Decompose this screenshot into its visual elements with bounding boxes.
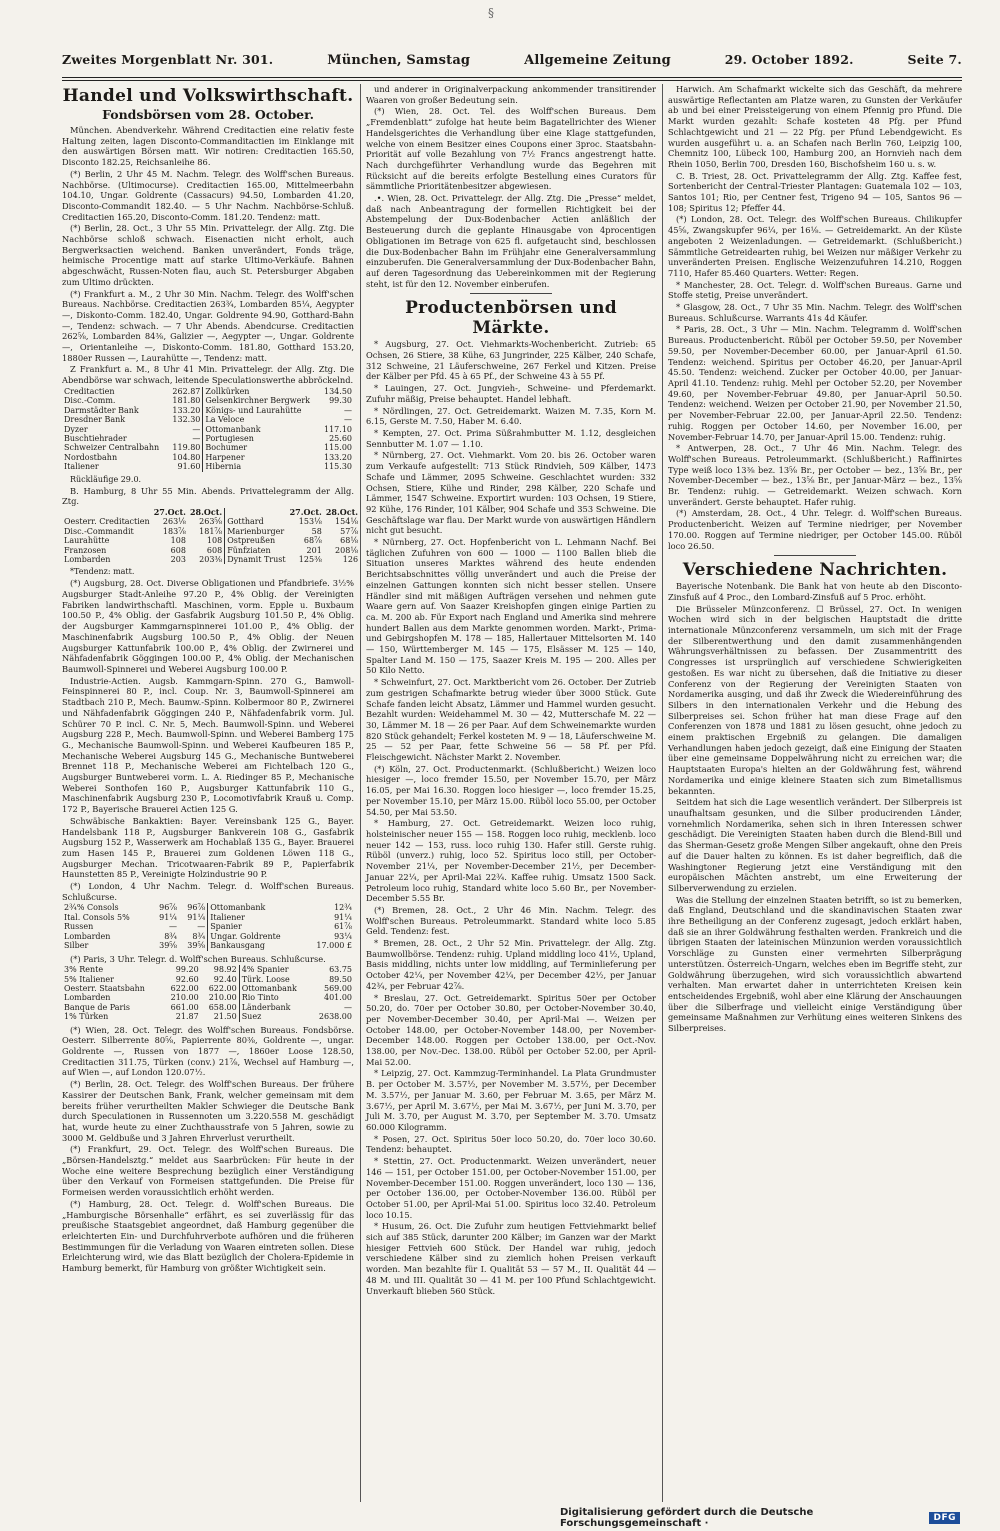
table-row (62, 443, 354, 452)
table-cell: Marienburger (225, 527, 288, 536)
article-paragraph: (*) Bremen, 28. Oct., 2 Uhr 46 Min. Nachm. Telegr. des Wolff'schen Bureaus. Petroleummarkt. Standard white loco 5.85 Geld. Tendenz: fest. (366, 904, 656, 937)
dfg-logo: DFG (929, 1512, 960, 1524)
table-cell: Gotthard (225, 517, 288, 526)
article-block (668, 84, 962, 551)
article-paragraph: (*) Hamburg, 28. Oct. Telegr. d. Wolff'schen Bureaus. Die „Hamburgische Börsenhalle“ erfährt, es sei zuverlässig für das preußische Staatsgebiet angeordnet, daß Hamburg gegenüber die erleichterten Ein- und Durchfuhrverbote aufhören und die früheren Bestimmungen für die Verladung von Waaren eintreten sollen. Diese Erleichterung wird, wie das Blatt bezüglich der Cholera-Epidemie in Hamburg bemerkt, für Hamburg von größter Wichtigkeit sein. (62, 1198, 354, 1274)
column-2 (366, 84, 656, 1502)
table-cell: Buschtiehrader (64, 433, 127, 443)
article-block (366, 339, 656, 1296)
table-cell: Ostpreußen (225, 536, 288, 545)
article-block (62, 954, 354, 965)
table-cell: 63.75 (329, 965, 352, 975)
article-paragraph: * Glasgow, 28. Oct., 7 Uhr 35 Min. Nachm. Telegr. des Wolff'schen Bureaus. Schlußcurse. Warrants 41s 4d Käufer. (668, 302, 962, 323)
table-cell: Zollkürken (203, 387, 320, 396)
table-cell: Königs- und Laurahütte (203, 406, 320, 415)
table-cell: Rio Tinto (239, 993, 310, 1002)
table-cell: 28.Oct. (325, 506, 359, 517)
table-cell: — (344, 1002, 352, 1012)
table-note: *Tendenz: matt. (70, 567, 135, 577)
article-paragraph: * Lauingen, 27. Oct. Jungvieh-, Schweine- und Pferdemarkt. Zufuhr mäßig, Preise behauptet. Handel lebhaft. (366, 383, 656, 404)
table-cell: Lombarden (64, 554, 111, 564)
table-cell: Bochumer (203, 443, 320, 452)
table-cell: 115.00 (324, 443, 352, 453)
article-paragraph: * Paris, 28. Oct., 3 Uhr — Min. Nachm. Telegramm d. Wolff'schen Bureaus. Productenbericht. Rüböl per October 59.50, per November 59.50, per November-December 60.00, per Januar-April 61.50. Tendenz: weichend. Spiritus per October 46.20, per Januar-April 45.50. Tendenz: weichend. Zucker per October 40.00, per Januar-April 41.10. Tendenz: ruhig. Mehl per October 52.20, per November 49.60, per November-Februar 49.80, per Januar-April 50.50. Tendenz: weichend. Weizen per October 21.90, per November 21.50, per November-Februar 22.00, per Januar-April 22.50. Tendenz: ruhig. Roggen per October 14.60, per November 16.00, per November-Februar 14.70, per Januar-April 15.00. Tendenz: ruhig. (668, 324, 962, 442)
table-row (62, 536, 360, 545)
article-paragraph: * Antwerpen, 28. Oct., 7 Uhr 46 Min. Nachm. Telegr. des Wolff'schen Bureaus. Petroleummarkt. (Schlußbericht.) Raffinirtes Type weiß loco 13⅜ bez. 13⅝ Br., per October — bez., 13⅝ Br., per November-December — bez., 13⅝ Br., per Januar-März — bez., 13⅝ Br. Tendenz: ruhig. — Getreidemarkt. Weizen schwach. Korn unverändert. Gerste behauptet. Hafer ruhig. (668, 443, 962, 507)
article-paragraph: * Augsburg, 27. Oct. Viehmarkts-Wochenbericht. Zutrieb: 65 Ochsen, 26 Stiere, 38 Kühe, 63 Jungrinder, 225 Kälber, 240 Schafe, 312 Schweine, 21 Läuferschweine, 267 Ferkel und Kitzen. Preise der Kälber per Pfd. 45 à 65 Pf., der Schweine 43 à 55 Pf. (366, 339, 656, 382)
table-cell: 401.00 (324, 993, 352, 1003)
article-paragraph: .•. Wien, 28. Oct. Privattelegr. der Allg. Ztg. Die „Presse“ meldet, daß nach Anbeantragung der formellen Richtigkeit bei der Abstempelung der Dux-Bodenbacher Actien anläßlich der Besteuerung durch die geplante Hinausgabe von 4procentigen Obligationen im Betrage von 625 fl. aufgetaucht sind, beschlossen die Dux-Bodenbacher Bahn im Frühjahr eine Generalversammlung einzuberufen. Die Generalversammlung der Dux-Bodenbacher Bahn, auf deren Tagesordnung das Uebereinkommen mit der Regierung steht, ist für den 12. November einberufen. (366, 193, 656, 289)
edition-label: Zweites Morgenblatt Nr. 301. (62, 52, 274, 67)
table-cell: Schweizer Centralbahn (64, 443, 160, 453)
issue-date: 29. October 1892. (724, 52, 854, 67)
article-paragraph: (*) Frankfurt a. M., 2 Uhr 30 Min. Nachm. Telegr. des Wolff'schen Bureaus. Nachbörse. Creditactien 263¾, Lombarden 85¼, Aegypter —, Diskonto-Comm. 182.40, Ungar. Goldrente 94.90, Gotthard-Bahn —, Tendenz: schwach. — 7 Uhr Abends. Abendcurse. Creditactien 262⅝, Lombarden 84⅜, Galizier —, Aegypter —, Ungar. Goldrente —, Orientanleihe —, Diskonto-Comm. 181.80, Gotthard 153.20, 1880er Russen —, Laurahütte —, Tendenz: matt. (62, 288, 354, 363)
column-3 (668, 84, 962, 1502)
table-cell: 8¾ (164, 931, 178, 941)
article-paragraph: und anderer in Originalverpackung ankommender transitirender Waaren von großer Bedeutung sein. (366, 84, 656, 105)
table-row (62, 434, 354, 443)
table-cell: 125⅜ (298, 554, 322, 564)
table-cell: 28.Oct. (189, 506, 223, 517)
article-paragraph: * Posen, 27. Oct. Spiritus 50er loco 50.20, do. 70er loco 30.60. Tendenz: behauptet. (366, 1133, 656, 1155)
article-paragraph: Harwich. Am Schafmarkt wickelte sich das Geschäft, da mehrere auswärtige Reflectanten am Platze waren, zu Gunsten der Verkäufer ab und bei einer Preissteigerung von einem Pfennig pro Pfund. Die Markt wurden gezahlt: Schafe kosteten 48 Pfg. per Pfund Schlachtgewicht und 21 — 22 Pfg. per Pfund Lebendgewicht. Es wurden ausgeführt u. a. an Schafen nach Berlin 760, Leipzig 100, Chemnitz 100, Lübeck 100, Hamburg 200, an Hornvieh nach dem Rhein 1050, Berlin 700, Dresden 160, Bischofsheim 160 u. s. w. (668, 84, 962, 169)
table-row (62, 517, 360, 526)
article-paragraph: * Breslau, 27. Oct. Getreidemarkt. Spiritus 50er per October 50.20, do. 70er per October 30.80, per October-November 30.40, per November-December 30.40, per April-Mai —. Weizen per October 148.00, per October-November 148.00, per November-December 148.00. Roggen per October 138.00, per Oct.-Nov. 138.00, per Nov.-Dec. 138.00. Rüböl per October 52.00, per April-Mai 52.00. (366, 992, 656, 1067)
table-cell: 96⅞ (187, 903, 206, 913)
table-cell: Gelsenkirchner Bergwerk (203, 396, 320, 405)
header-rule-2 (62, 80, 962, 81)
table-cell: Länderbank (239, 1003, 310, 1012)
price-table (62, 903, 354, 950)
article-paragraph: (*) Frankfurt, 29. Oct. Telegr. des Wolff'schen Bureaus. Die „Börsen-Handelsztg.“ meldet aus Saarbrücken: Für heute in der Woche eine weitere Besprechung bezüglich einer Verständigung über den Verkauf von Formeisen stattgefunden. Die Preise für Formeisen werden voraussichtlich erhöht werden. (62, 1144, 354, 1198)
table-cell: 133.20 (324, 452, 352, 462)
table-row (62, 406, 354, 415)
price-table (62, 508, 360, 564)
article-paragraph: * Hamburg, 27. Oct. Getreidemarkt. Weizen loco ruhig, holsteinischer neuer 155 — 158. Roggen loco ruhig, mecklenb. loco neuer 142 — 153, russ. loco ruhig 130. Hafer still. Gerste ruhig. Rüböl (unverz.) ruhig, loco 52. Spiritus loco still, per October-November 21¼, per November-December 21½, per December-Januar 22¼, per April-Mai 22¾. Kaffee ruhig. Umsatz 1500 Sack. Petroleum loco ruhig, Standard white loco 5.60 Br., per November-December 5.55 Br. (366, 818, 656, 904)
table-cell: 68⅛ (340, 536, 359, 546)
table-cell: 608 (206, 545, 223, 555)
article-block (62, 578, 354, 880)
column-1 (62, 84, 359, 1502)
table-cell: 21.87 (175, 1012, 199, 1022)
table-cell: Nordostbahn (64, 452, 118, 462)
table-cell: Darmstädter Bank (64, 405, 139, 415)
table-cell: 108 (170, 536, 186, 546)
article-paragraph: Was die Stellung der einzelnen Staaten betrifft, so ist zu bemerken, daß England, Deutschland und die skandinavischen Staaten zwar ihre Betheiligung an der Conferenz zugesagt, jedoch erklärt haben, daß sie an ihrer Goldwährung festhalten werden. Frankreich und die übrigen Staaten der lateinischen Münzunion werden voraussichtlich Vorschläge zu Gunsten einer vermehrten Silberprägung unterstützen. Österreich-Ungarn, welches eben im Begriffe steht, zur Goldwährung überzugehen, wird sich voraussichtlich abwartend verhalten. Man erwartet daher in unterrichteten Kreisen kein entscheidendes Ergebniß, wohl aber eine Klärung der Anschauungen über die Silberfrage und vielleicht einige Verständigung über gemeinsame Maßnahmen zur Verhütung eines weiteren Sinkens des Silberpreises. (668, 894, 962, 1034)
table-row (62, 425, 354, 434)
table-header-row (62, 508, 360, 517)
article-paragraph: (*) London, 4 Uhr Nachm. Telegr. d. Wolff'schen Bureaus. Schlußcurse. (62, 881, 354, 902)
section-title: Verschiedene Nachrichten. (682, 560, 948, 581)
table-cell: 622.00 (208, 984, 237, 994)
table-cell: 208⅛ (335, 545, 359, 555)
table-cell: Harpener (203, 453, 320, 462)
table-cell: Franzosen (64, 545, 107, 555)
table-cell: 133.20 (172, 405, 201, 415)
table-cell: 8¾ (192, 931, 206, 941)
table-cell: Spanier (208, 922, 304, 931)
article-paragraph: (*) Paris, 3 Uhr. Telegr. d. Wolff'schen Bureaus. Schlußcurse. (70, 953, 326, 964)
table-row (62, 984, 354, 993)
article-paragraph: * Husum, 26. Oct. Die Zufuhr zum heutigen Fettviehmarkt belief sich auf 385 Stück, darunter 200 Kälber; im Ganzen war der Markt hiesiger Fettvieh 600 Stück. Der Handel war ruhig, jedoch verschiedene Kälber sind zu ziemlich hohen Preisen verkauft worden. Man bezahlte für I. Qualität 53 — 57 M., II. Qualität 44 — 48 M. und III. Qualität 30 — 41 M. per 100 Pfund Schlachtgewicht. Unverkauft blieben 560 Stück. (366, 1221, 656, 1296)
table-cell: 201 (306, 545, 322, 555)
table-cell: 21.50 (213, 1012, 237, 1022)
table-row (62, 527, 360, 536)
table-cell: 93¼ (334, 931, 352, 941)
article-paragraph: (*) Wien, 28. Oct. Telegr. des Wolff'schen Bureaus. Fondsbörse. Oesterr. Silberrente 80⅝, Papierrente 80⅜, Goldrente —, ungar. Goldrente —, Russen von 1877 —, 1860er Loose 128.50, Creditactien 311.75, Türken (conv.) 21⅞, Wechsel auf Hamburg —, auf Wien —, auf London 120.07½. (62, 1024, 354, 1078)
place-day: München, Samstag (327, 53, 471, 68)
table-row (62, 1012, 354, 1021)
table-cell: 608 (170, 545, 186, 555)
article-paragraph: Schwäbische Bankaktien: Bayer. Vereinsbank 125 G., Bayer. Handelsbank 118 P., Augsburger Bankverein 108 G., Gasfabrik Augsburg 152 P., Wasserwerk am Hochablaß 135 G., Bayer. Brauerei zum Hasen 145 P., Brauerei zum Goldenen Löwen 118 G., Augsburger Mechan. Tricotwaaren-Fabrik 89 P., Papierfabrik Haunstetten 85 P., Vereinigte Holzindustrie 90 P. (62, 815, 354, 880)
table-cell: 115.30 (324, 462, 352, 472)
article-paragraph: Bayerische Notenbank. Die Bank hat von heute ab den Disconto-Zinsfuß auf 4 Proc., den Lombard-Zinsfuß auf 5 Proc. erhöht. (668, 581, 962, 602)
table-cell (62, 508, 152, 517)
table-cell: 658.00 (208, 1002, 237, 1012)
table-row (62, 993, 354, 1002)
table-cell: 91¼ (334, 912, 352, 922)
table-cell: 108 (206, 536, 223, 546)
table-cell: — (344, 405, 352, 415)
table-cell: Lombarden (64, 993, 111, 1003)
section-rule (470, 293, 551, 294)
article-paragraph: * Stettin, 27. Oct. Productenmarkt. Weizen unverändert, neuer 146 — 151, per October 151.00, per October-November 151.00, per November-December 151.00. Roggen unverändert, loco 130 — 136, per October 136.00, per October-November 136.00. Rüböl per October 51.00, per April-Mai 51.00. Spiritus loco 32.40. Petroleum loco 10.15. (366, 1156, 656, 1220)
table-cell: Creditactien (64, 386, 115, 396)
table-cell: — (197, 922, 206, 932)
table-cell: Oesterr. Creditactien (64, 517, 150, 527)
table-row (62, 922, 354, 931)
table-cell: 27.Oct. (153, 506, 186, 517)
table-cell: 126 (342, 554, 359, 564)
digitization-footer (560, 1507, 960, 1529)
article-paragraph: (*) Augsburg, 28. Oct. Diverse Obligationen und Pfandbriefe. 3½% Augsburger Stadt-Anleihe 97.20 P., 4% Oblig. der Vereinigten Fabriken landwirthschaftl. Maschinen, vorm. Epple u. Buxbaum 100.50 P., 4% Oblig. der Gasfabrik Augsburg 101.50 P., 4% Oblig. der Augsburger Kammgarnspinnerei 101.00 P., 4% Oblig. der Maschinenfabrik Augsburg 100.50 P., 4% Oblig. der Neuen Augsburger Kattunfabrik 100.00 P., 4% Oblig. der Zwirnerei und Nähfadenfabrik Göggingen 100.00 P., 4% Oblig. der Mechanischen Baumwoll-Spinnerei und Weberei Augsburg 100.00 P. (62, 578, 354, 674)
table-cell: 153⅛ (298, 517, 322, 527)
article-paragraph: (*) London, 28. Oct. Telegr. des Wolff'schen Bureaus. Chilikupfer 45⅝, Zwangskupfer 96¼, per 16⅛. — Getreidemarkt. An der Küste angeboten 2 Weizenladungen. — Getreidemarkt. (Schlußbericht.) Sämmtliche Getreidearten ruhig, bei Weizen nur mäßiger Verkehr zu unveränderten Preisen. Englische Weizenzufuhren 14.210, Roggen 7110, Hafer 85.460 Quarters. Wetter: Regen. (668, 214, 962, 278)
article-paragraph: (*) Wien, 28. Oct. Tel. des Wolff'schen Bureaus. Dem „Fremdenblatt“ zufolge hat heute beim Bagatellrichter des Wiener Handelsgerichtes die Verhandlung über eine Klage stattgefunden, welche von einem Besitzer eines Coupons einer 3proc. Staatsbahn-Priorität auf volle Bezahlung von 7½ Francs angestrengt hatte. Nach durchgeführter Verhandlung wurde das Begehren mit Rücksicht auf die bereits erfolgte Bestellung eines Curators für sämmtliche Prioritätenbesitzer abgewiesen. (366, 106, 656, 192)
page-mark: § (488, 6, 494, 20)
article-block (62, 1025, 354, 1274)
table-cell: Ital. Consols 5% (64, 912, 130, 922)
table-cell: 58 (311, 526, 322, 536)
table-cell: Banque de Paris (64, 1002, 131, 1012)
table-cell (225, 508, 288, 517)
article-paragraph: Industrie-Actien. Augsb. Kammgarn-Spinn. 270 G., Bamwoll-Feinspinnerei 80 P., incl. Coup. Nr. 3, Baumwoll-Spinnerei am Stadtbach 210 P., Mech. Baumw.-Spinn. Kolbermoor 80 P., Zwirnerei und Nähfadenfabrik Göggingen 240 P., Nähfadenfabrik vorm. Jul. Schürer 70 P. incl. C. Nr. 5, Mech. Baumwoll-Spinn. und Weberei Augsburg 228 P., Mech. Baumwoll-Spinn. und Weberei Bamberg 175 G., Mechanische Baumwoll-Spinn. und Weberei Kaufbeuren 185 P., Mechanische Weberei Augsburg 145 G., Mechanische Buntweberei Brennet 118 P., Mechanische Weberei am Fichtelbach 120 G., Augsburger Buntweberei vorm. L. A. Riedinger 85 P., Mechanische Weberei Sonthofen 160 P., Augsburger Kattunfabrik 110 G., Maschinenfabrik Augsburg 230 P., Locomotivfabrik Krauß u. Comp. 172 P., Bayerische Brauerei Actien 125 G. (62, 675, 354, 815)
table-note: Rückläufige 29.0. (70, 474, 142, 484)
table-cell: 92.60 (175, 974, 199, 984)
table-cell: 263⅝ (199, 517, 223, 527)
table-cell: Ottomanbank (239, 984, 310, 993)
article-paragraph: B. Hamburg, 8 Uhr 55 Min. Abends. Privattelegramm der Allg. Ztg. (62, 485, 354, 507)
table-cell: 2¾% Consols (64, 903, 119, 913)
table-row (62, 1003, 354, 1012)
article-paragraph: Z Frankfurt a. M., 8 Uhr 41 Min. Privattelegr. der Allg. Ztg. Die Abendbörse war schwach, leitende Speculationswerthe abbröckelnd. (62, 364, 354, 386)
table-cell: Bankausgang (208, 941, 304, 950)
newspaper-title: Allgemeine Zeitung (524, 53, 671, 68)
table-cell: — (192, 424, 201, 434)
table-cell: 203⅜ (199, 554, 223, 564)
table-cell: 89.50 (329, 974, 352, 984)
article-paragraph: * Bremen, 28. Oct., 2 Uhr 52 Min. Privattelegr. der Allg. Ztg. Baumwollbörse. Tendenz: ruhig. Upland middling loco 41½, Upland, Basis middling, nichts unter low middling, auf Terminlieferung per October 42¼, per November 42¼, per December 42½, per Januar 42¾, per Februar 42⅞. (366, 938, 656, 991)
table-row (62, 453, 354, 462)
table-cell: Portugiesen (203, 434, 320, 443)
table-cell: 17.000 £ (316, 941, 352, 951)
table-cell: 91.60 (177, 462, 201, 472)
table-cell: Hibernia (203, 462, 320, 471)
article-block (668, 581, 962, 1034)
table-cell: 92.40 (213, 974, 237, 984)
table-cell: Lombarden (64, 931, 111, 941)
table-row (62, 387, 354, 396)
table-row (62, 462, 354, 471)
article-paragraph: Die Brüsseler Münzconferenz. ☐ Brüssel, 27. Oct. In wenigen Wochen wird sich in der belgischen Hauptstadt die dritte internationale Münzconferenz versammeln, um sich mit der Frage der Silberentwerthung und den damit zusammenhängenden Währungsverhältnissen zu befassen. Der Zusammentritt des Congresses ist ursprünglich auf verschiedene Schwierigkeiten gestoßen. Es war nicht zu übersehen, daß die Initiative zu dieser Conferenz von der Regierung der Vereinigten Staaten von Nordamerika ausging, und daß ihr Zweck die Wiedereinführung des Silbers in den internationalen Verkehr und die Hebung des Silberpreises sei. Schon früher hat man diese Frage auf den Conferenzen von 1878 und 1881 zu lösen gesucht, ohne jedoch zu einem praktischen Ergebniß zu gelangen. Die damaligen Verhandlungen haben jedoch gezeigt, daß eine Einigung der Staaten über eine gemeinsame Doppelwährung nicht zu erreichen war; die Hauptstaaten Europa's hielten an der Goldwährung fest, während Nordamerika und einige kleinere Staaten sich zum Bimetallismus bekannten. (668, 603, 962, 796)
article-block (62, 486, 354, 507)
table-cell: Ottomanbank (208, 903, 304, 912)
table-cell: 263⅛ (162, 517, 186, 527)
table-cell: Silber (64, 941, 89, 951)
article-paragraph: * Nördlingen, 27. Oct. Getreidemarkt. Waizen M. 7.35, Korn M. 6.15, Gerste M. 7.50, Haber M. 6.40. (366, 405, 656, 427)
table-cell: 96⅞ (159, 903, 178, 913)
article-paragraph: C. B. Triest, 28. Oct. Privattelegramm der Allg. Ztg. Kaffee fest, Sortenbericht der Central-Triester Plantagen: Guatemala 102 — 103, Santos 101; Rio, per Centner fest, Trigeno 94 — 105, Santos 96 — 108; Spiritus 12; Pfeffer 44. (668, 170, 962, 213)
table-cell: 27.Oct. (289, 506, 322, 517)
article-paragraph: * Nürnberg, 27. Oct. Hopfenbericht von L. Lehmann Nachf. Bei täglichen Zufuhren von 600 — 1000 — 1100 Ballen blieb die Situation unseres Marktes während des heute endenden Berichtsabschnittes völlig unverändert und auch die Preise der einzelnen Gattungen konnten sich nicht besser stellen. Unsere Händler sind mit mäßigen Aufträgen versehen und nehmen gute Waare gern auf. Von Saazer Kreishopfen gingen einige Partien zu ca. M. 200 ab. Für Export nach England und Amerika sind mehrere hundert Ballen aus dem Markte genommen worden. Markt-, Prima- und Gebirgshopfen M. 178 — 185, Hallertauer Mittelsorten M. 140 — 150, Württemberger M. 145 — 175, Elsässer M. 125 — 140, Spalter Land M. 150 — 175, Saazer Kreis M. 195 — 200. Alles per 50 Kilo Netto. (366, 537, 656, 676)
table-cell: Laurahütte (64, 536, 110, 546)
table-row (62, 415, 354, 424)
table-cell: 39⅝ (159, 941, 178, 951)
table-cell: 661.00 (170, 1002, 199, 1012)
table-cell: — (169, 922, 178, 932)
table-cell: 68⅞ (303, 536, 322, 546)
article-paragraph: (*) Berlin, 2 Uhr 45 M. Nachm. Telegr. des Wolff'schen Bureaus. Nachbörse. (Ultimocurse). Creditactien 165.00, Mittelmeerbahn 104.10, Ungar. Goldrente (Cassacurs) 94.50, Lombarden 41.20, Disconto-Commandit 182.40. — 5 Uhr Nachm. Nachbörse-Schluß. Creditactien 165.20, Disconto-Comm. 181.20. Tendenz: matt. (62, 168, 354, 222)
table-cell: 4% Spanier (239, 965, 310, 974)
table-cell: La Veloce (203, 415, 320, 424)
article-paragraph: * Leipzig, 27. Oct. Kammzug-Terminhandel. La Plata Grundmuster B. per October M. 3.57½, per November M. 3.57½, per December M. 3.57½, per Januar M. 3.60, per Februar M. 3.65, per März M. 3.67½, per April M. 3.67½, per Mai M. 3.67½, per Juni M. 3.70, per Juli M. 3.70, per August M. 3.70, per September M. 3.70. Umsatz 60.000 Kilogramm. (366, 1068, 656, 1132)
footer-text: Digitalisierung gefördert durch die Deutsche Forschungsgemeinschaft · (560, 1507, 814, 1529)
table-cell: 61⅞ (334, 922, 352, 932)
table-row (62, 975, 354, 984)
table-cell: 99.30 (329, 396, 352, 406)
article-paragraph: München. Abendverkehr. Während Creditactien eine relativ feste Haltung zeiten, lagen Disconto-Commanditactien im Einklange mit den auswärtigen Börsen matt. Wir notiren: Creditactien 165.50, Disconto 182.25, Reichsanleihe 86. (62, 125, 354, 168)
table-cell: 3% Rente (64, 965, 104, 975)
table-cell: Dresdner Bank (64, 415, 126, 425)
table-cell: Russen (64, 922, 94, 932)
section-title: Handel und Volkswirthschaft. (62, 86, 354, 106)
table-cell: 12¾ (334, 903, 352, 913)
price-table (62, 965, 354, 1021)
article-paragraph: * Schweinfurt, 27. Oct. Marktbericht vom 26. October. Der Zutrieb zum gestrigen Schafmarkte betrug wieder über 3000 Stück. Gute Schafe fanden leicht Absatz, Lämmer und Hammel wurden gesucht. Bezahlt wurden: Weidehammel M. 30 — 42, Mutterschafe M. 22 — 30, Lämmer M. 18 — 26 per Paar. Auf dem Schweinemarkte wurden 820 Stück gehandelt; Ferkel kosteten M. 9 — 18, Läuferschweine M. 25 — 52 per Paar, fette Schweine 56 — 58 Pf. per Pfd. Fleischgewicht. Nächster Markt 2. November. (366, 677, 656, 763)
article-paragraph: (*) Amsterdam, 28. Oct., 4 Uhr. Telegr. d. Wolff'schen Bureaus. Productenbericht. Weizen auf Termine niedriger, per November 170.00. Roggen auf Termine niedriger, per October 145.00. Rüböl loco 26.50. (668, 508, 962, 551)
table-cell: 181.80 (172, 396, 201, 406)
article-paragraph: Seitdem hat sich die Lage wesentlich verändert. Der Silberpreis ist unaufhaltsam gesunken, und die Silber producirenden Länder, vornehmlich Nordamerika, sehen sich in ihren Interessen schwer geschädigt. Die Vereinigten Staaten haben durch die Blend-Bill und das Sherman-Gesetz große Mengen Silber angekauft, ohne den Preis auf die Dauer halten zu können. Es ist daher begreiflich, daß die Washingtoner Regierung jetzt eine Verständigung mit den europäischen Mächten anstrebt, um eine Erweiterung der Silberverwendung zu erzielen. (668, 797, 962, 893)
table-cell: 134.50 (324, 386, 352, 396)
section-rule (774, 555, 856, 556)
table-cell: Dynamit Trust (225, 555, 288, 564)
article-paragraph: * Nürnberg, 27. Oct. Viehmarkt. Vom 20. bis 26. October waren zum Verkaufe aufgestellt: 713 Stück Rindvieh, 509 Kälber, 1473 Schafe und Lämmer, 2095 Schweine. Geschlachtet wurden: 332 Ochsen, Stiere, Kühe und Rinder, 298 Kälber, 220 Schafe und Lämmer, 1547 Schweine. Exportirt wurden: 103 Ochsen, 19 Stiere, 92 Kühe, 176 Rinder, 101 Kälber, 904 Schafe und 353 Schweine. Die Geschäftslage war flau. Der Markt wurde von auswärtigen Händlern nicht gut besucht. (366, 450, 656, 536)
table-cell: 5% Italiener (64, 974, 114, 984)
page-number: Seite 7. (907, 52, 962, 67)
article-paragraph: (*) Köln, 27. Oct. Productenmarkt. (Schlußbericht.) Weizen loco hiesiger —, loco fremder 15.50, per November 15.70, per März 16.05, per Mai 16.30. Roggen loco hiesiger —, loco fremder 15.25, per November 15.10, per März 15.00. Rüböl loco 55.00, per October 54.50, per Mai 53.50. (366, 763, 656, 817)
table-cell: 104.80 (172, 452, 201, 462)
article-block (366, 84, 656, 289)
table-cell: 183⅞ (162, 526, 186, 536)
table-cell: Suez (239, 1012, 310, 1021)
article-paragraph: (*) Berlin, 28. Oct. Telegr. des Wolff'schen Bureaus. Der frühere Kassirer der Deutschen Bank, Frank, welcher gemeinsam mit dem bereits früher verurtheilten Makler Schwieger die Deutsche Bank durch Speculationen in Russennoten um 3.220.558 M. geschädigt hat, wurde heute zu einer Zuchthausstrafe von 5 Jahren, sowie zu 3000 M. Geldbuße und 3 Jahren Ehrverlust verurtheilt. (62, 1079, 354, 1143)
column-divider (360, 84, 361, 1502)
table-row (62, 396, 354, 405)
table-cell: Fünfziaten (225, 546, 288, 555)
table-cell: 154⅛ (335, 517, 359, 527)
article-paragraph: * Manchester, 28. Oct. Telegr. d. Wolff'schen Bureaus. Garne und Stoffe stetig, Preise unverändert. (668, 279, 962, 301)
table-cell: — (192, 433, 201, 443)
table-cell: 262.87 (172, 386, 201, 396)
article-block (62, 881, 354, 902)
table-row (62, 913, 354, 922)
table-cell: Disc.-Commandit (64, 526, 134, 536)
table-cell: 91¼ (187, 912, 206, 922)
table-cell: 132.30 (172, 415, 201, 425)
section-title: Productenbörsen und Märkte. (405, 298, 617, 339)
table-cell: Italiener (64, 462, 99, 472)
table-cell: 622.00 (170, 984, 199, 994)
table-cell: — (344, 415, 352, 425)
table-cell: 1% Türken (64, 1012, 109, 1022)
table-cell: 210.00 (170, 993, 199, 1003)
table-cell: 119.80 (172, 443, 201, 453)
table-row (62, 555, 360, 564)
table-cell: 99.20 (175, 965, 199, 975)
table-cell: Italiener (208, 913, 304, 922)
table-cell: 91¼ (159, 912, 178, 922)
table-row (62, 903, 354, 912)
price-table (62, 387, 354, 472)
article-paragraph: * Kempten, 27. Oct. Prima Süßrahmbutter M. 1.12, desgleichen Sennbutter M. 1.07 — 1.10. (366, 427, 656, 449)
header-rule (62, 77, 962, 78)
table-cell: 117.10 (324, 424, 352, 434)
table-cell: Ungar. Goldrente (208, 932, 304, 941)
subsection-title: Fondsbörsen vom 28. October. (102, 107, 314, 122)
table-cell: Dyzer (64, 424, 88, 434)
table-row (62, 965, 354, 974)
table-row (62, 546, 360, 555)
table-cell: Disc.-Comm. (64, 396, 116, 406)
table-row (62, 932, 354, 941)
table-cell: Ottomanbank (203, 425, 320, 434)
table-cell: 39⅝ (187, 941, 206, 951)
page-header (62, 52, 962, 74)
table-cell: Türk. Loose (239, 975, 310, 984)
table-cell: 569.00 (324, 984, 352, 994)
article-block (62, 125, 354, 386)
table-cell: 2638.00 (318, 1012, 352, 1022)
table-cell: 25.60 (329, 433, 352, 443)
column-divider (662, 84, 663, 1502)
table-cell: 210.00 (208, 993, 237, 1003)
table-cell: 181⅞ (199, 526, 223, 536)
table-cell: Oesterr. Staatsbahn (64, 984, 145, 994)
table-cell: 98.92 (213, 965, 237, 975)
article-paragraph: (*) Berlin, 28. Oct., 3 Uhr 55 Min. Privattelegr. der Allg. Ztg. Die Nachbörse schloß schwach. Eisenactien nicht erholt, auch Bergwerksactien weichend. Banken unverändert, Fonds träge, heimische Procentige matt auf starke Ultimo-Verkäufe. Bahnen abgeschwächt, Russen-Noten flau, auch St. Petersburger Abgaben zum Ultimo drückten. (62, 223, 354, 287)
table-cell: 57⅞ (340, 526, 359, 536)
table-row (62, 941, 354, 950)
table-cell: 203 (170, 554, 186, 564)
